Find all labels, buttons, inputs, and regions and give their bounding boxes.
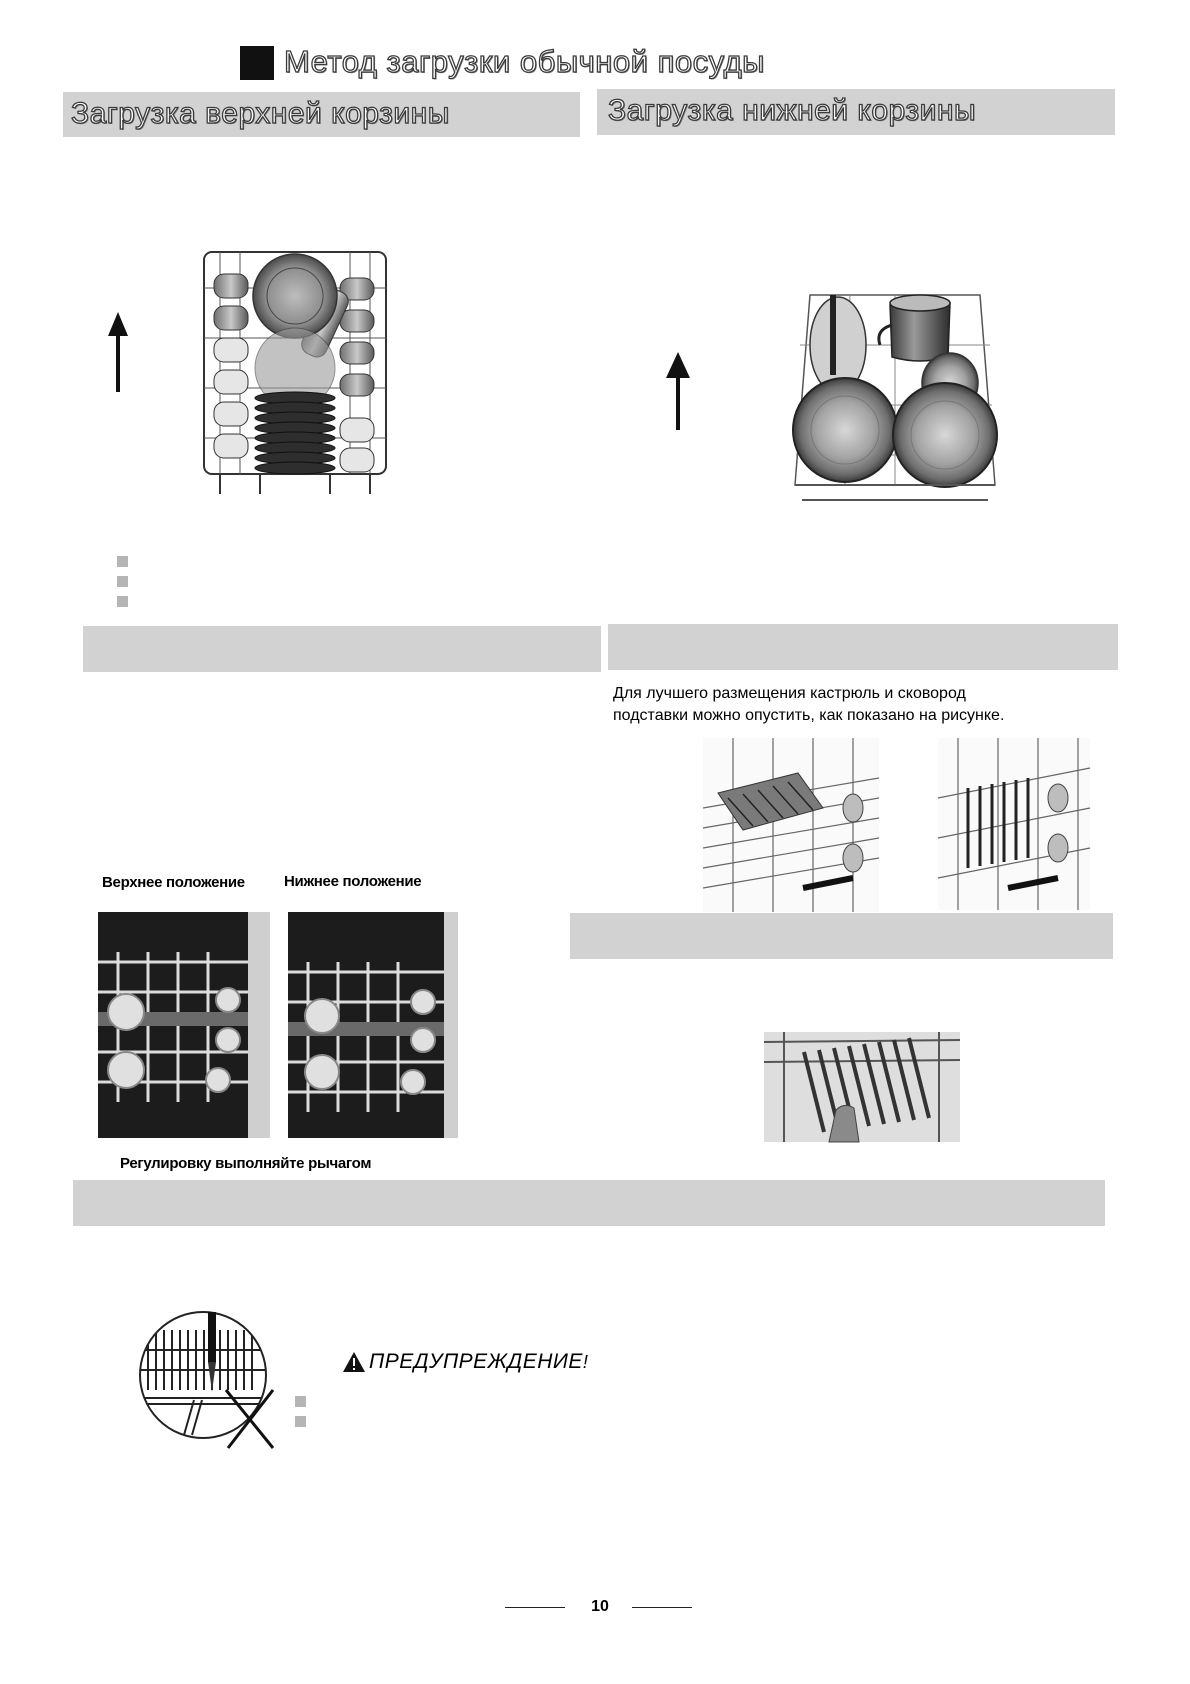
upper-basket-illustration [200,248,390,500]
cutlery-header [73,1180,1105,1226]
folding-supports-header [608,624,1118,670]
folding-text-line1: Для лучшего размещения кастрюль и сковород [613,685,966,702]
bullet-icon [117,596,128,607]
up-arrow-icon [108,312,128,392]
warning-exclamation: ! [582,1352,589,1372]
lower-basket-header [597,89,1115,135]
lower-basket-title: Загрузка нижней корзины [608,94,977,127]
up-arrow-icon [666,352,690,430]
bullet-icon [117,576,128,587]
upper-basket-title: Загрузка верхней корзины [71,97,450,130]
upper-basket-header [63,92,580,137]
lower-basket-illustration [790,285,1000,517]
basket-height-header [83,626,601,672]
lower-position-label: Нижнее положение [284,873,422,890]
bullet-icon [295,1416,306,1427]
warning-heading [369,1350,588,1374]
warning-label: ПРЕДУПРЕЖДЕНИЕ [369,1350,583,1373]
knife-warning-illustration [138,1310,278,1450]
cup-shelf-header [570,913,1113,959]
upper-position-label: Верхнее положение [102,874,245,891]
page-number-rule-left [505,1607,565,1608]
folding-supports-up-photo [703,738,879,912]
upper-position-photo [98,912,270,1138]
bullet-icon [117,556,128,567]
folding-supports-down-photo [938,738,1090,910]
warning-triangle-icon [343,1352,365,1372]
lower-position-photo [288,912,458,1138]
title-marker-icon [240,46,274,80]
cup-shelf-photo [764,1032,960,1142]
page-title: Метод загрузки обычной посуды [284,44,765,79]
folding-text-line2: подставки можно опустить, как показано на рисунке. [613,707,1005,724]
page-number: 10 [591,1598,609,1615]
page-number-rule-right [632,1607,692,1608]
lever-caption: Регулировку выполняйте рычагом [120,1155,372,1172]
bullet-icon [295,1396,306,1407]
